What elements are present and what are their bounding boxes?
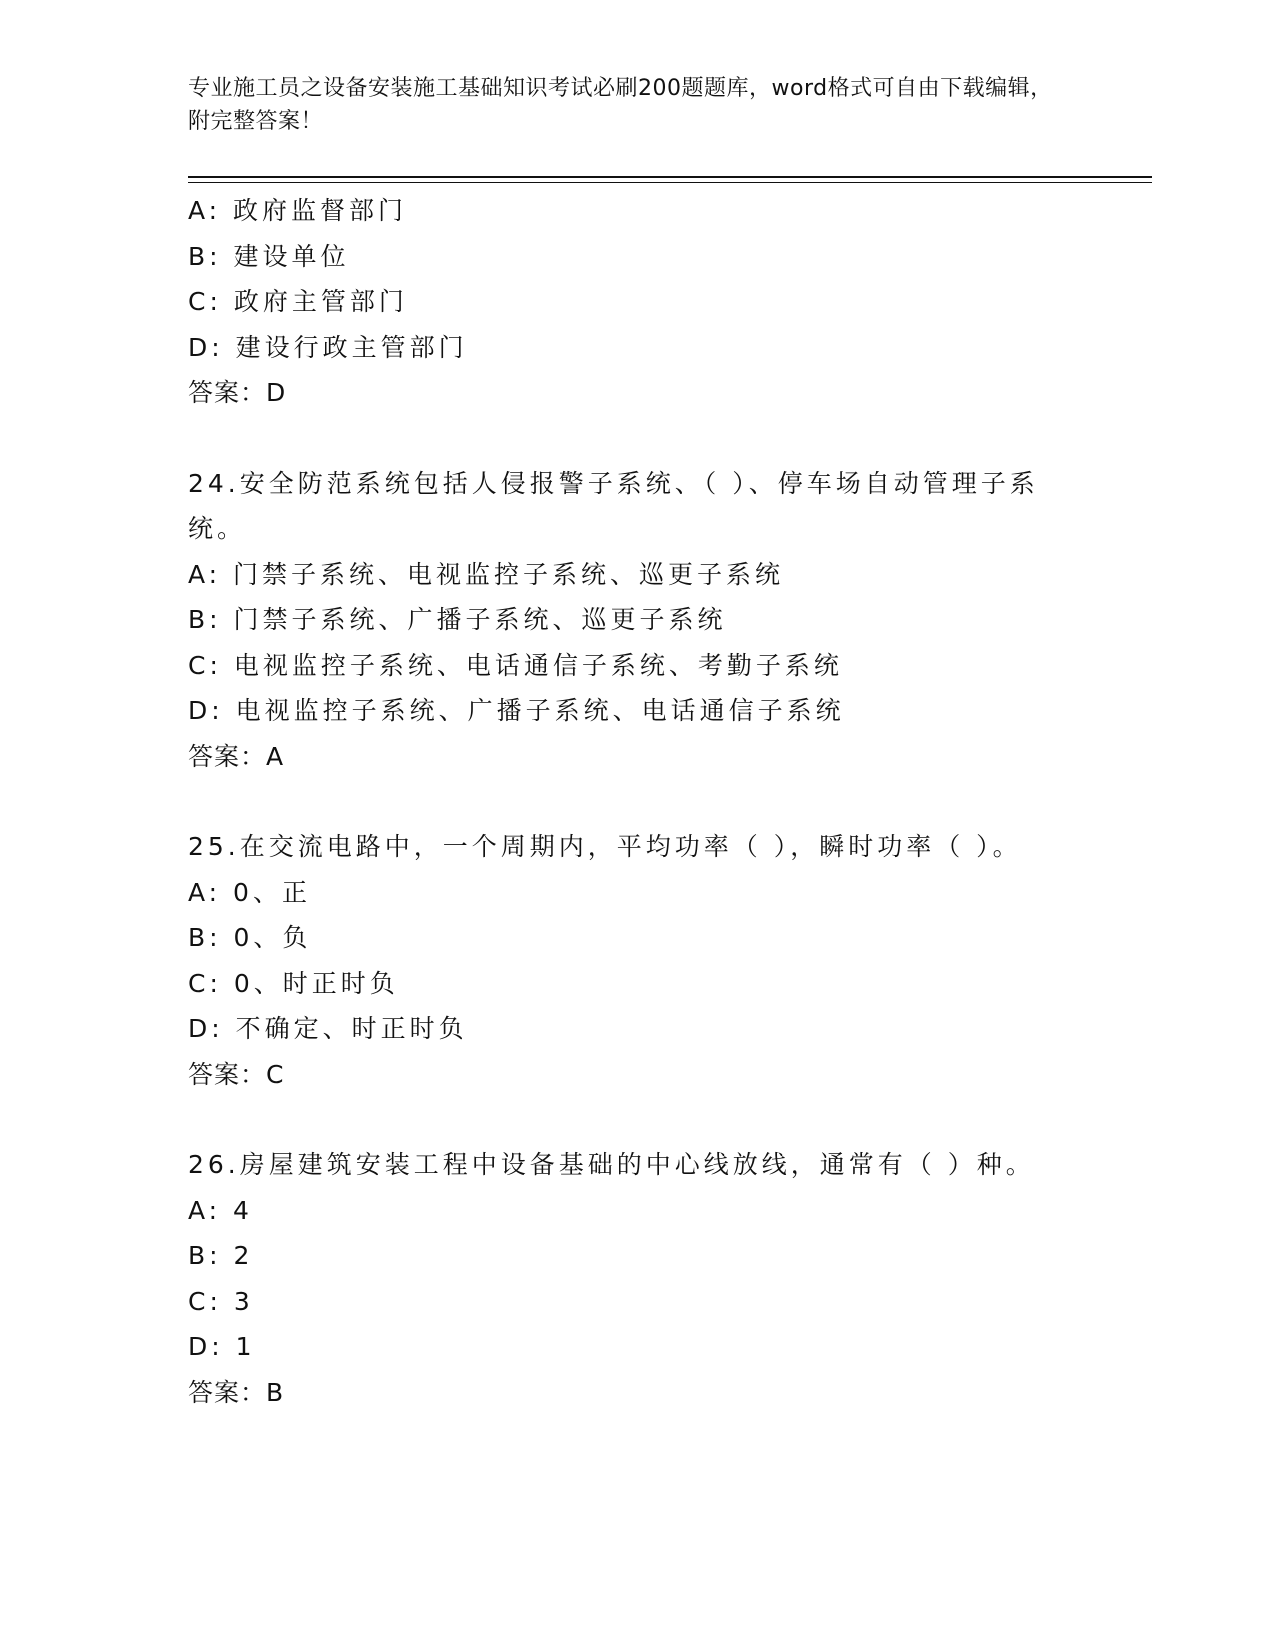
header-rule-thin — [188, 182, 1152, 183]
option-c: C: 电视监控子系统、电话通信子系统、考勤子系统 — [188, 650, 843, 680]
document-header: 专业施工员之设备安装施工基础知识考试必刷200题题库，word格式可自由下载编辑，附完整答案！ — [188, 76, 1053, 134]
option-b: B: 门禁子系统、广播子系统、巡更子系统 — [188, 605, 727, 634]
option-d: D: 不确定、时正时负 — [188, 1014, 468, 1043]
option-a: A: 门禁子系统、电视监控子系统、巡更子系统 — [188, 559, 785, 589]
option-b: B: 0、负 — [188, 923, 312, 952]
question-spacer — [188, 416, 1068, 461]
question-stem: 24.安全防范系统包括人侵报警子系统、（ ）、停车场自动管理子系统。 — [188, 468, 1039, 543]
question-23-block — [188, 188, 1068, 416]
question-list — [188, 188, 1068, 1415]
question-26-block — [188, 1142, 1068, 1415]
answer-line: 答案：C — [188, 1059, 285, 1089]
question-stem: 26.房屋建筑安装工程中设备基础的中心线放线，通常有（ ）种。 — [188, 1150, 1035, 1179]
option-c: C: 3 — [188, 1286, 254, 1316]
question-spacer — [188, 1097, 1068, 1142]
option-b: B: 建设单位 — [188, 241, 350, 271]
question-24-block — [188, 461, 1068, 780]
question-stem: 25.在交流电路中，一个周期内，平均功率（ ），瞬时功率（ ）。 — [188, 832, 1022, 861]
option-b: B: 2 — [188, 1241, 254, 1270]
answer-line: 答案：B — [188, 1377, 285, 1407]
option-d: D: 电视监控子系统、广播子系统、电话通信子系统 — [188, 696, 845, 725]
question-25-block — [188, 824, 1068, 1097]
option-c: C: 0、时正时负 — [188, 968, 399, 998]
option-a: A: 政府监督部门 — [188, 196, 408, 225]
header-rule-thick — [188, 176, 1152, 178]
option-a: A: 4 — [188, 1195, 253, 1225]
option-a: A: 0、正 — [188, 877, 311, 907]
option-c: C: 政府主管部门 — [188, 287, 408, 316]
question-spacer — [188, 779, 1068, 824]
option-d: D: 建设行政主管部门 — [188, 332, 468, 362]
option-d: D: 1 — [188, 1332, 256, 1361]
answer-line: 答案：D — [188, 378, 287, 407]
answer-line: 答案：A — [188, 741, 285, 771]
